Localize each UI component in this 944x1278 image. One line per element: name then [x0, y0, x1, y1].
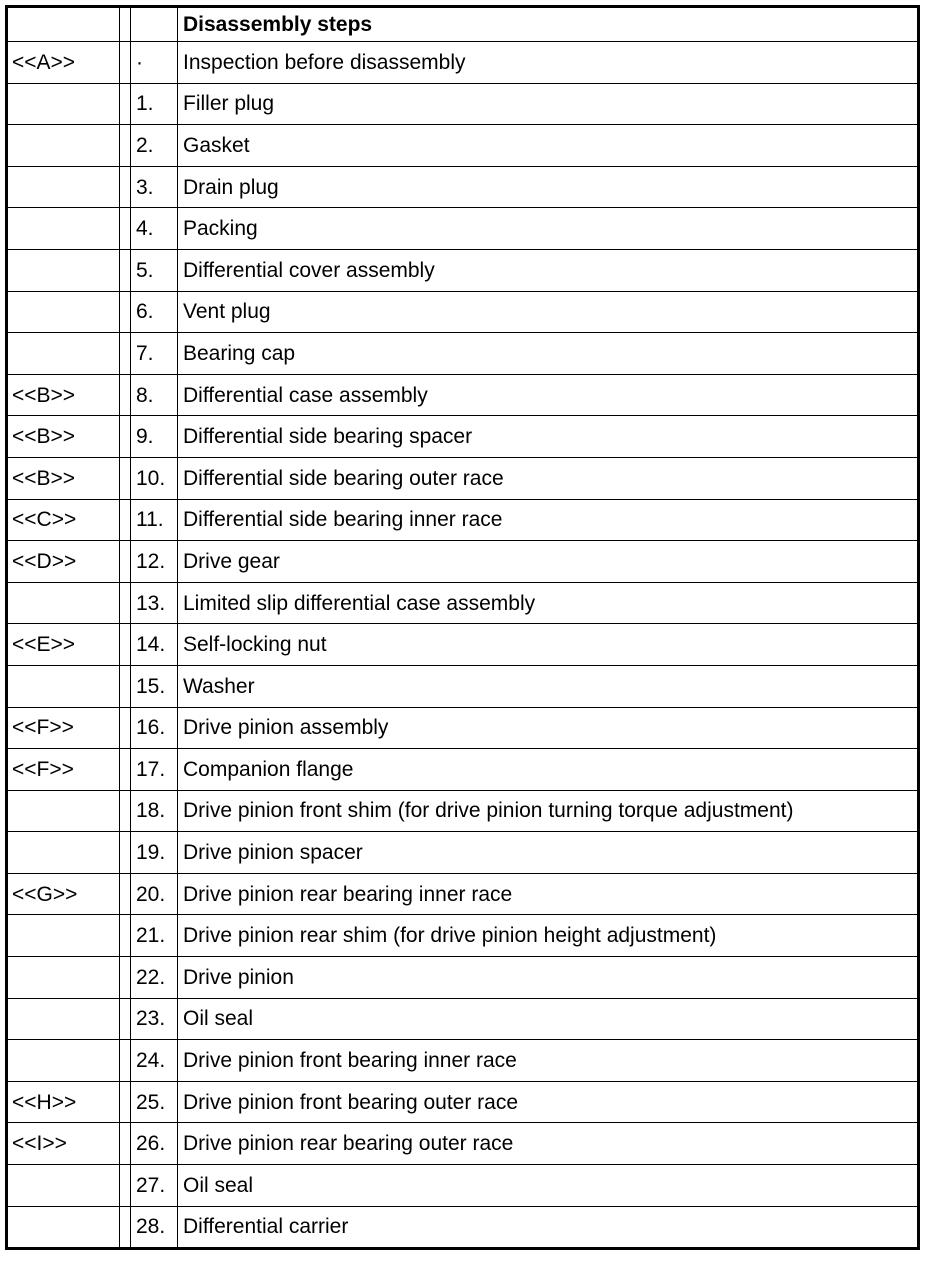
step-reference-cell: <<B>> — [7, 457, 120, 499]
step-reference-cell: <<G>> — [7, 873, 120, 915]
step-gap-cell — [120, 42, 131, 84]
step-reference-cell — [7, 790, 120, 832]
step-description-cell: Inspection before disassembly — [178, 42, 919, 84]
table-row — [7, 873, 919, 915]
table-row — [7, 832, 919, 874]
step-description-cell: Oil seal — [178, 998, 919, 1040]
step-number-cell: 26. — [131, 1123, 178, 1165]
step-gap-cell — [120, 125, 131, 167]
step-description-cell: Gasket — [178, 125, 919, 167]
step-description-cell: Drive pinion rear bearing inner race — [178, 873, 919, 915]
step-gap-cell — [120, 582, 131, 624]
step-description-cell: Oil seal — [178, 1165, 919, 1207]
header-ref-cell — [7, 7, 120, 42]
table-row — [7, 957, 919, 999]
step-gap-cell — [120, 166, 131, 208]
step-reference-cell — [7, 208, 120, 250]
table-row — [7, 541, 919, 583]
step-description-cell: Differential case assembly — [178, 374, 919, 416]
step-description-cell: Washer — [178, 665, 919, 707]
step-number-cell: 12. — [131, 541, 178, 583]
step-gap-cell — [120, 499, 131, 541]
step-reference-cell — [7, 249, 120, 291]
table-row — [7, 1165, 919, 1207]
table-row — [7, 42, 919, 84]
step-gap-cell — [120, 915, 131, 957]
step-number-cell: 7. — [131, 333, 178, 375]
step-description-cell: Differential carrier — [178, 1206, 919, 1249]
step-reference-cell — [7, 582, 120, 624]
step-description-cell: Drive pinion front bearing outer race — [178, 1081, 919, 1123]
step-number-cell: · — [131, 42, 178, 84]
table-row — [7, 125, 919, 167]
step-reference-cell — [7, 1165, 120, 1207]
step-description-cell: Drive pinion assembly — [178, 707, 919, 749]
step-number-cell: 18. — [131, 790, 178, 832]
step-number-cell: 3. — [131, 166, 178, 208]
step-description-cell: Drive pinion front bearing inner race — [178, 1040, 919, 1082]
step-description-cell: Drive gear — [178, 541, 919, 583]
step-gap-cell — [120, 707, 131, 749]
step-gap-cell — [120, 291, 131, 333]
step-description-cell: Differential side bearing spacer — [178, 416, 919, 458]
step-description-cell: Drive pinion spacer — [178, 832, 919, 874]
table-row — [7, 624, 919, 666]
step-reference-cell: <<A>> — [7, 42, 120, 84]
table-row — [7, 790, 919, 832]
step-number-cell: 27. — [131, 1165, 178, 1207]
step-description-cell: Filler plug — [178, 83, 919, 125]
step-number-cell: 2. — [131, 125, 178, 167]
step-number-cell: 17. — [131, 749, 178, 791]
step-gap-cell — [120, 790, 131, 832]
step-description-cell: Drive pinion front shim (for drive pinion turning torque adjustment) — [178, 790, 919, 832]
step-reference-cell — [7, 915, 120, 957]
step-gap-cell — [120, 208, 131, 250]
step-reference-cell: <<B>> — [7, 374, 120, 416]
step-reference-cell: <<B>> — [7, 416, 120, 458]
step-reference-cell — [7, 83, 120, 125]
header-title: Disassembly steps — [178, 7, 919, 42]
table-row — [7, 208, 919, 250]
step-description-cell: Drain plug — [178, 166, 919, 208]
step-gap-cell — [120, 665, 131, 707]
step-gap-cell — [120, 624, 131, 666]
header-num-cell — [131, 7, 178, 42]
table-row — [7, 1040, 919, 1082]
step-reference-cell — [7, 957, 120, 999]
step-reference-cell: <<H>> — [7, 1081, 120, 1123]
step-reference-cell: <<F>> — [7, 749, 120, 791]
step-reference-cell: <<C>> — [7, 499, 120, 541]
step-gap-cell — [120, 749, 131, 791]
table-row — [7, 915, 919, 957]
step-gap-cell — [120, 1206, 131, 1249]
header-gap-cell — [120, 7, 131, 42]
step-number-cell: 9. — [131, 416, 178, 458]
step-gap-cell — [120, 832, 131, 874]
step-reference-cell: <<D>> — [7, 541, 120, 583]
table-row — [7, 249, 919, 291]
step-reference-cell — [7, 1040, 120, 1082]
step-number-cell: 28. — [131, 1206, 178, 1249]
step-number-cell: 23. — [131, 998, 178, 1040]
table-row — [7, 416, 919, 458]
step-gap-cell — [120, 457, 131, 499]
step-description-cell: Differential side bearing inner race — [178, 499, 919, 541]
step-number-cell: 24. — [131, 1040, 178, 1082]
table-row — [7, 291, 919, 333]
table-body — [7, 7, 919, 1249]
step-number-cell: 19. — [131, 832, 178, 874]
table-row — [7, 1206, 919, 1249]
step-gap-cell — [120, 1040, 131, 1082]
step-description-cell: Self-locking nut — [178, 624, 919, 666]
step-number-cell: 15. — [131, 665, 178, 707]
step-reference-cell — [7, 166, 120, 208]
table-row — [7, 1081, 919, 1123]
step-description-cell: Companion flange — [178, 749, 919, 791]
step-number-cell: 10. — [131, 457, 178, 499]
table-row — [7, 499, 919, 541]
step-number-cell: 21. — [131, 915, 178, 957]
step-description-cell: Vent plug — [178, 291, 919, 333]
table-row — [7, 457, 919, 499]
document-page — [5, 5, 920, 1250]
step-reference-cell — [7, 998, 120, 1040]
step-description-cell: Drive pinion rear shim (for drive pinion height adjustment) — [178, 915, 919, 957]
step-number-cell: 16. — [131, 707, 178, 749]
step-gap-cell — [120, 873, 131, 915]
step-gap-cell — [120, 83, 131, 125]
disassembly-steps-table — [5, 5, 920, 1250]
step-gap-cell — [120, 249, 131, 291]
table-row — [7, 374, 919, 416]
step-number-cell: 5. — [131, 249, 178, 291]
table-row — [7, 1123, 919, 1165]
step-number-cell: 6. — [131, 291, 178, 333]
step-gap-cell — [120, 416, 131, 458]
step-description-cell: Differential cover assembly — [178, 249, 919, 291]
table-row — [7, 665, 919, 707]
step-reference-cell: <<E>> — [7, 624, 120, 666]
table-row — [7, 998, 919, 1040]
table-row — [7, 749, 919, 791]
step-gap-cell — [120, 374, 131, 416]
step-gap-cell — [120, 541, 131, 583]
step-reference-cell — [7, 665, 120, 707]
step-reference-cell: <<F>> — [7, 707, 120, 749]
step-reference-cell — [7, 333, 120, 375]
step-description-cell: Bearing cap — [178, 333, 919, 375]
step-description-cell: Limited slip differential case assembly — [178, 582, 919, 624]
table-row — [7, 166, 919, 208]
step-description-cell: Differential side bearing outer race — [178, 457, 919, 499]
table-row — [7, 83, 919, 125]
step-number-cell: 8. — [131, 374, 178, 416]
step-description-cell: Drive pinion rear bearing outer race — [178, 1123, 919, 1165]
step-reference-cell — [7, 1206, 120, 1249]
step-number-cell: 4. — [131, 208, 178, 250]
step-number-cell: 13. — [131, 582, 178, 624]
step-number-cell: 11. — [131, 499, 178, 541]
step-gap-cell — [120, 1081, 131, 1123]
step-number-cell: 1. — [131, 83, 178, 125]
step-gap-cell — [120, 1123, 131, 1165]
step-description-cell: Packing — [178, 208, 919, 250]
step-number-cell: 25. — [131, 1081, 178, 1123]
step-reference-cell — [7, 291, 120, 333]
step-number-cell: 22. — [131, 957, 178, 999]
table-row — [7, 707, 919, 749]
step-number-cell: 14. — [131, 624, 178, 666]
table-row — [7, 333, 919, 375]
table-row — [7, 582, 919, 624]
step-gap-cell — [120, 333, 131, 375]
step-gap-cell — [120, 998, 131, 1040]
step-reference-cell — [7, 125, 120, 167]
step-gap-cell — [120, 957, 131, 999]
step-number-cell: 20. — [131, 873, 178, 915]
step-reference-cell — [7, 832, 120, 874]
step-gap-cell — [120, 1165, 131, 1207]
step-description-cell: Drive pinion — [178, 957, 919, 999]
step-reference-cell: <<I>> — [7, 1123, 120, 1165]
table-header-row — [7, 7, 919, 42]
